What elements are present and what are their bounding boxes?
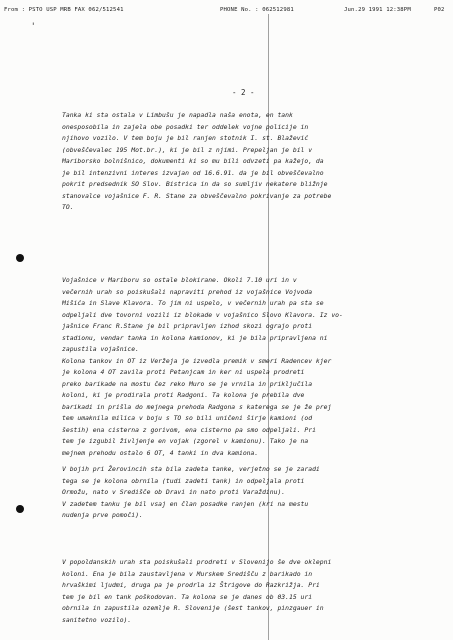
text-line: TO. (62, 203, 74, 211)
corner-mark: ' (32, 22, 35, 32)
paragraph (62, 275, 414, 459)
punch-hole (16, 254, 24, 262)
paragraph (62, 464, 414, 522)
fax-date: Jun.29 1991 12:38PM (344, 7, 411, 13)
text-line: Tanka ki sta ostala v Limbušu je napadla naša enota, en tank (62, 111, 293, 119)
text-line: tem umaknila milica v boju s TO so bili uničeni širje kamioni (od (62, 414, 313, 422)
text-line: mejnem prehodu ostalo 6 OT, 4 tanki in dva kamiona. (62, 448, 259, 457)
text-line: večernih urah so poiskušali napraviti prehod iz vojašnice Vojvoda (62, 287, 313, 296)
text-line: preko barikade na mostu čez reko Muro se je vrnila in priključila (62, 379, 313, 388)
fax-from: From : PSTO USP MRB FAX 062/512541 (4, 7, 124, 13)
text-line: stanovalce vojašnice F. R. Stane za obveščevalno pokrivanje za potrebe (62, 191, 332, 200)
text-line: Mariborsko bolnišnico, dokumenti ki so mu bili odvzeti pa kažejo, da (62, 157, 324, 165)
text-line: V popoldanskih urah sta poiskušali prodreti v Slovenijo še dve oklepni (62, 558, 332, 566)
text-line: zapustila vojašnice. (62, 345, 139, 353)
text-line: tega se je kolona obrnila (tudi zadeti tank) in odpeljala proti (62, 476, 305, 485)
text-line: je bil intenzivni interes izvajan od 16.6.91. da je bil obveščevalno (62, 168, 324, 177)
paragraph (62, 110, 414, 214)
paragraph (62, 557, 414, 626)
text-line: nudenja prve pomoči). (62, 511, 143, 519)
text-line: koloni. Ena je bila zaustavljena v Murskem Središču z barikado in (62, 569, 313, 578)
text-line: Ormožu, nato v Središče ob Dravi in nato proti Varaždinu). (62, 488, 286, 496)
text-line: odpeljali dve tovorni vozili iz blokade v vojašnico Slovo Klavora. Iz vo- (62, 310, 343, 319)
punch-hole (16, 505, 24, 513)
text-line: stadionu, vendar tanka in kolona kamionov, ki je bila pripravljena ni (62, 333, 328, 342)
text-line: njihovo vozilo. V tem boju je bil ranjen stotnik I. st. Blažević (62, 134, 309, 142)
text-line: sanitetno vozilo). (62, 615, 132, 624)
text-line: tem je bil en tank poškodovan. Ta kolona se je danes ob 03.15 uri (62, 592, 313, 601)
text-line: obrnila in zapustila ozemlje R. Slovenije (šest tankov, pinzgauer in (62, 604, 324, 612)
text-line: onesposobila in zajela obe posadki ter oddelek vojne policije in (62, 122, 309, 131)
text-line: Vojašnice v Mariboru so ostale blokirane. Okoli 7.10 uri in v (62, 276, 297, 284)
text-line: Kolona tankov in OT iz Veržeja je izvedla premik v smeri Radencev kjer (62, 356, 332, 365)
text-line: jašnice Franc R.Stane je bil pripravljen izhod skozi ograjo proti (62, 322, 313, 330)
text-line: barikadi in prišla do mejnega prehoda Radgona s katerega se je že prej (62, 402, 332, 411)
fax-phone: PHONE No. : 062512981 (220, 7, 294, 13)
text-line: je kolona 4 OT zavila proti Petanjcam in ker ni uspela prodreti (62, 368, 305, 376)
page-number: - 2 - (232, 88, 255, 97)
text-line: pokrit predsednik SO Slov. Bistrica in da so sumljiv nekatere bližnje (62, 180, 328, 188)
text-line: hrvaškimi ljudmi, druga pa je prodrla iz Štrigove do Razkrižja. Pri (62, 581, 320, 589)
text-line: tem je izgubil življenje en vojak (zgorel v kamionu). Tako je na (62, 437, 309, 445)
text-line: šestih) ena cisterna z gorivom, ena cisterno pa smo odpeljali. Pri (62, 425, 316, 434)
fax-page-number: P02 (434, 7, 445, 13)
text-line: (obveščevalec 195 Mot.br.), ki je bil z njimi. Prepeljan je bil v (62, 145, 313, 154)
text-line: V bojih pri Žerovincih sta bila zadeta tanke, verjetno se je zaradi (62, 465, 320, 473)
text-line: koloni, ki je prodirala proti Radgoni. Ta kolona je prebila dve (62, 391, 305, 399)
text-line: Mišića in Slave Klavora. To jim ni uspelo, v večernih urah pa sta se (62, 299, 324, 307)
text-line: V zadetem tanku je bil vsaj en član posadke ranjen (kri na mestu (62, 499, 309, 508)
